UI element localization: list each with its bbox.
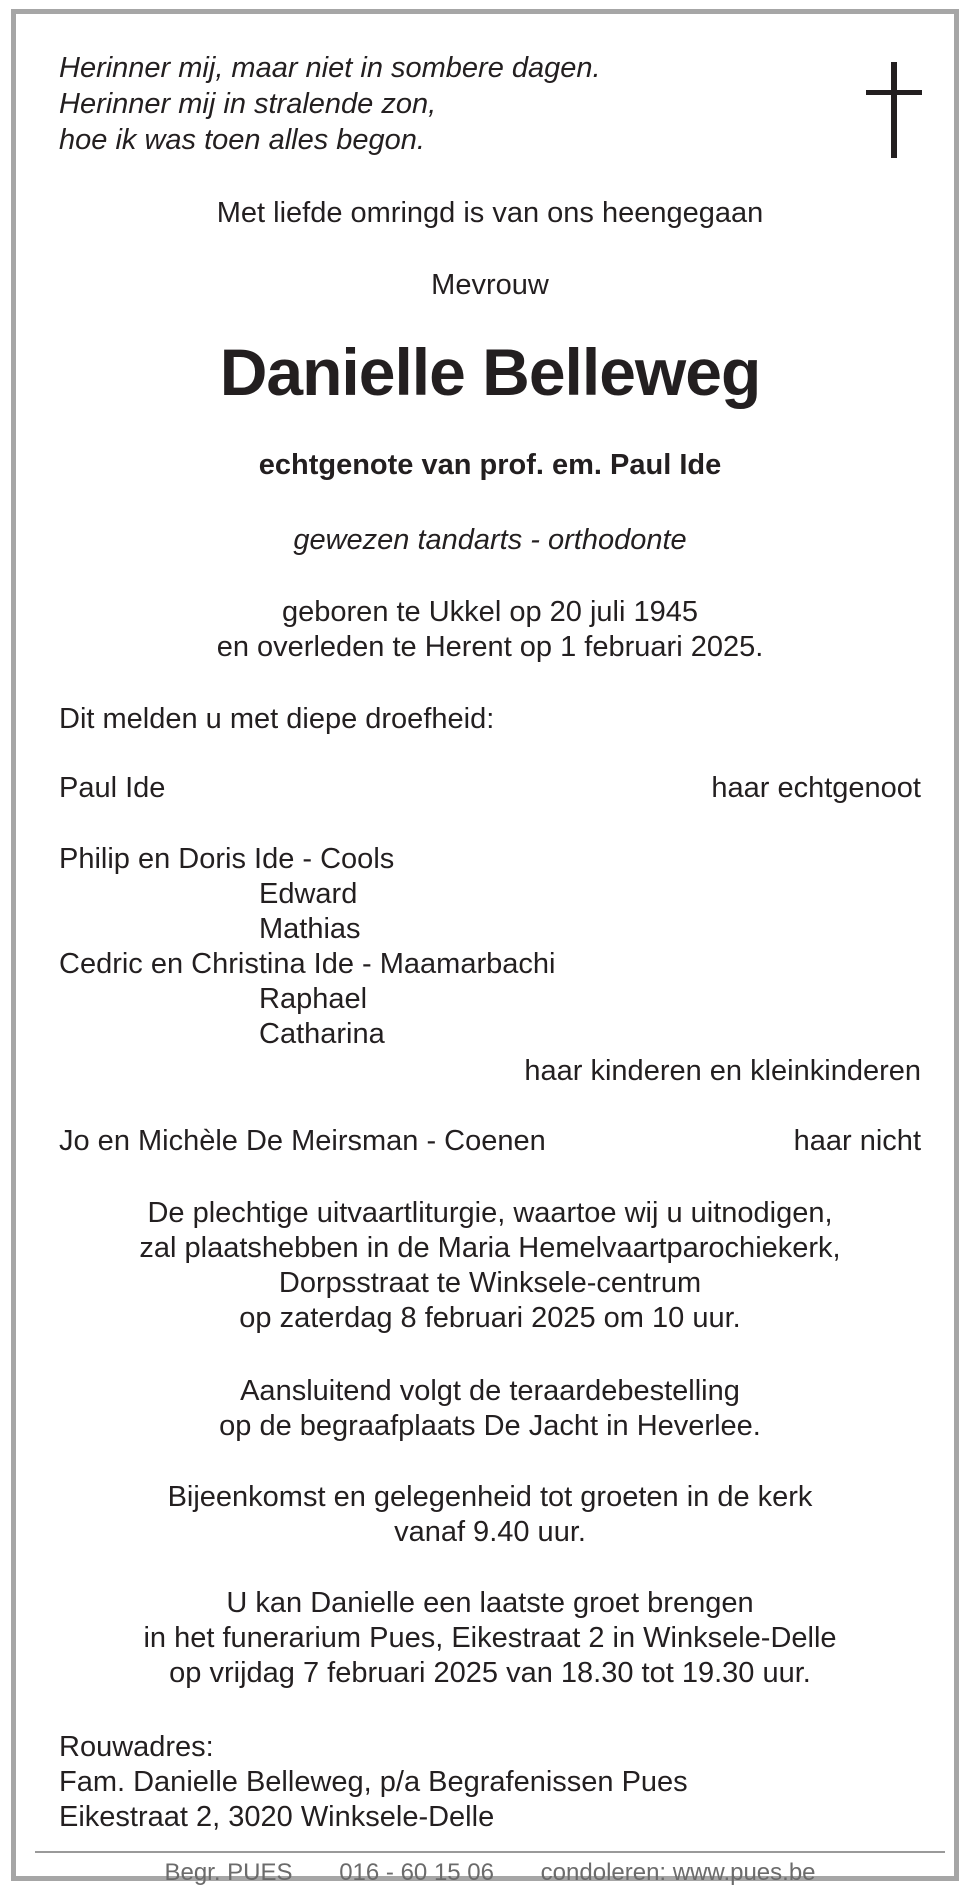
visitation-line: op vrijdag 7 februari 2025 van 18.30 tot 19.30 uur.: [169, 1657, 811, 1689]
family-children-relation: haar kinderen en kleinkinderen: [524, 1055, 921, 1087]
family-spouse-name: Paul Ide: [59, 772, 166, 804]
burial-line: Aansluitend volgt de teraardebestelling: [240, 1375, 740, 1407]
gathering-line: Bijeenkomst en gelegenheid tot groeten in de kerk: [167, 1481, 813, 1513]
visitation-line: U kan Danielle een laatste groet brengen: [226, 1587, 754, 1619]
death-line: en overleden te Herent op 1 februari 2025.: [216, 631, 764, 663]
liturgy-line: Dorpsstraat te Winksele-centrum: [278, 1267, 702, 1299]
family-spouse-relation: haar echtgenoot: [711, 772, 921, 804]
profession: gewezen tandarts - orthodonte: [293, 524, 687, 556]
family-grandchild: Catharina: [259, 1018, 385, 1050]
family-grandchild: Edward: [259, 878, 358, 910]
burial-line: op de begraafplaats De Jacht in Heverlee.: [219, 1410, 761, 1442]
address-line: Eikestraat 2, 3020 Winksele-Delle: [59, 1801, 495, 1833]
birth-line: geboren te Ukkel op 20 juli 1945: [282, 596, 698, 628]
gathering-line: vanaf 9.40 uur.: [394, 1516, 586, 1548]
family-niece-relation: haar nicht: [793, 1125, 921, 1157]
visitation-line: in het funerarium Pues, Eikestraat 2 in Winksele-Delle: [143, 1622, 837, 1654]
cross-icon: [866, 62, 922, 158]
poem: [59, 50, 601, 158]
footer-condolences: condoleren: www.pues.be: [540, 1859, 816, 1886]
liturgy-line: op zaterdag 8 februari 2025 om 10 uur.: [239, 1302, 741, 1334]
family-child: Philip en Doris Ide - Cools: [59, 843, 395, 875]
footer-phone: 016 - 60 15 06: [339, 1859, 494, 1886]
footer-divider: [35, 1851, 945, 1853]
liturgy-line: zal plaatshebben in de Maria Hemelvaartparochiekerk,: [139, 1232, 841, 1264]
poem-line: hoe ik was toen alles begon.: [59, 124, 425, 156]
honorific: Mevrouw: [431, 269, 549, 301]
poem-line: Herinner mij, maar niet in sombere dagen.: [59, 52, 601, 84]
poem-line: Herinner mij in stralende zon,: [59, 88, 437, 120]
intro-line: Met liefde omringd is van ons heengegaan: [216, 197, 764, 229]
address-heading: Rouwadres:: [59, 1731, 214, 1763]
announcement: Dit melden u met diepe droefheid:: [59, 703, 495, 735]
family-grandchild: Mathias: [259, 913, 361, 945]
footer-company: Begr. PUES: [164, 1859, 293, 1886]
spouse-line: echtgenote van prof. em. Paul Ide: [258, 449, 722, 481]
address-line: Fam. Danielle Belleweg, p/a Begrafenissen Pues: [59, 1766, 688, 1798]
family-grandchild: Raphael: [259, 983, 368, 1015]
liturgy-line: De plechtige uitvaartliturgie, waartoe wij u uitnodigen,: [147, 1197, 833, 1229]
family-niece-name: Jo en Michèle De Meirsman - Coenen: [59, 1125, 546, 1157]
family-child: Cedric en Christina Ide - Maamarbachi: [59, 948, 556, 980]
footer: [0, 1858, 980, 1888]
deceased-name: Danielle Belleweg: [219, 335, 761, 409]
